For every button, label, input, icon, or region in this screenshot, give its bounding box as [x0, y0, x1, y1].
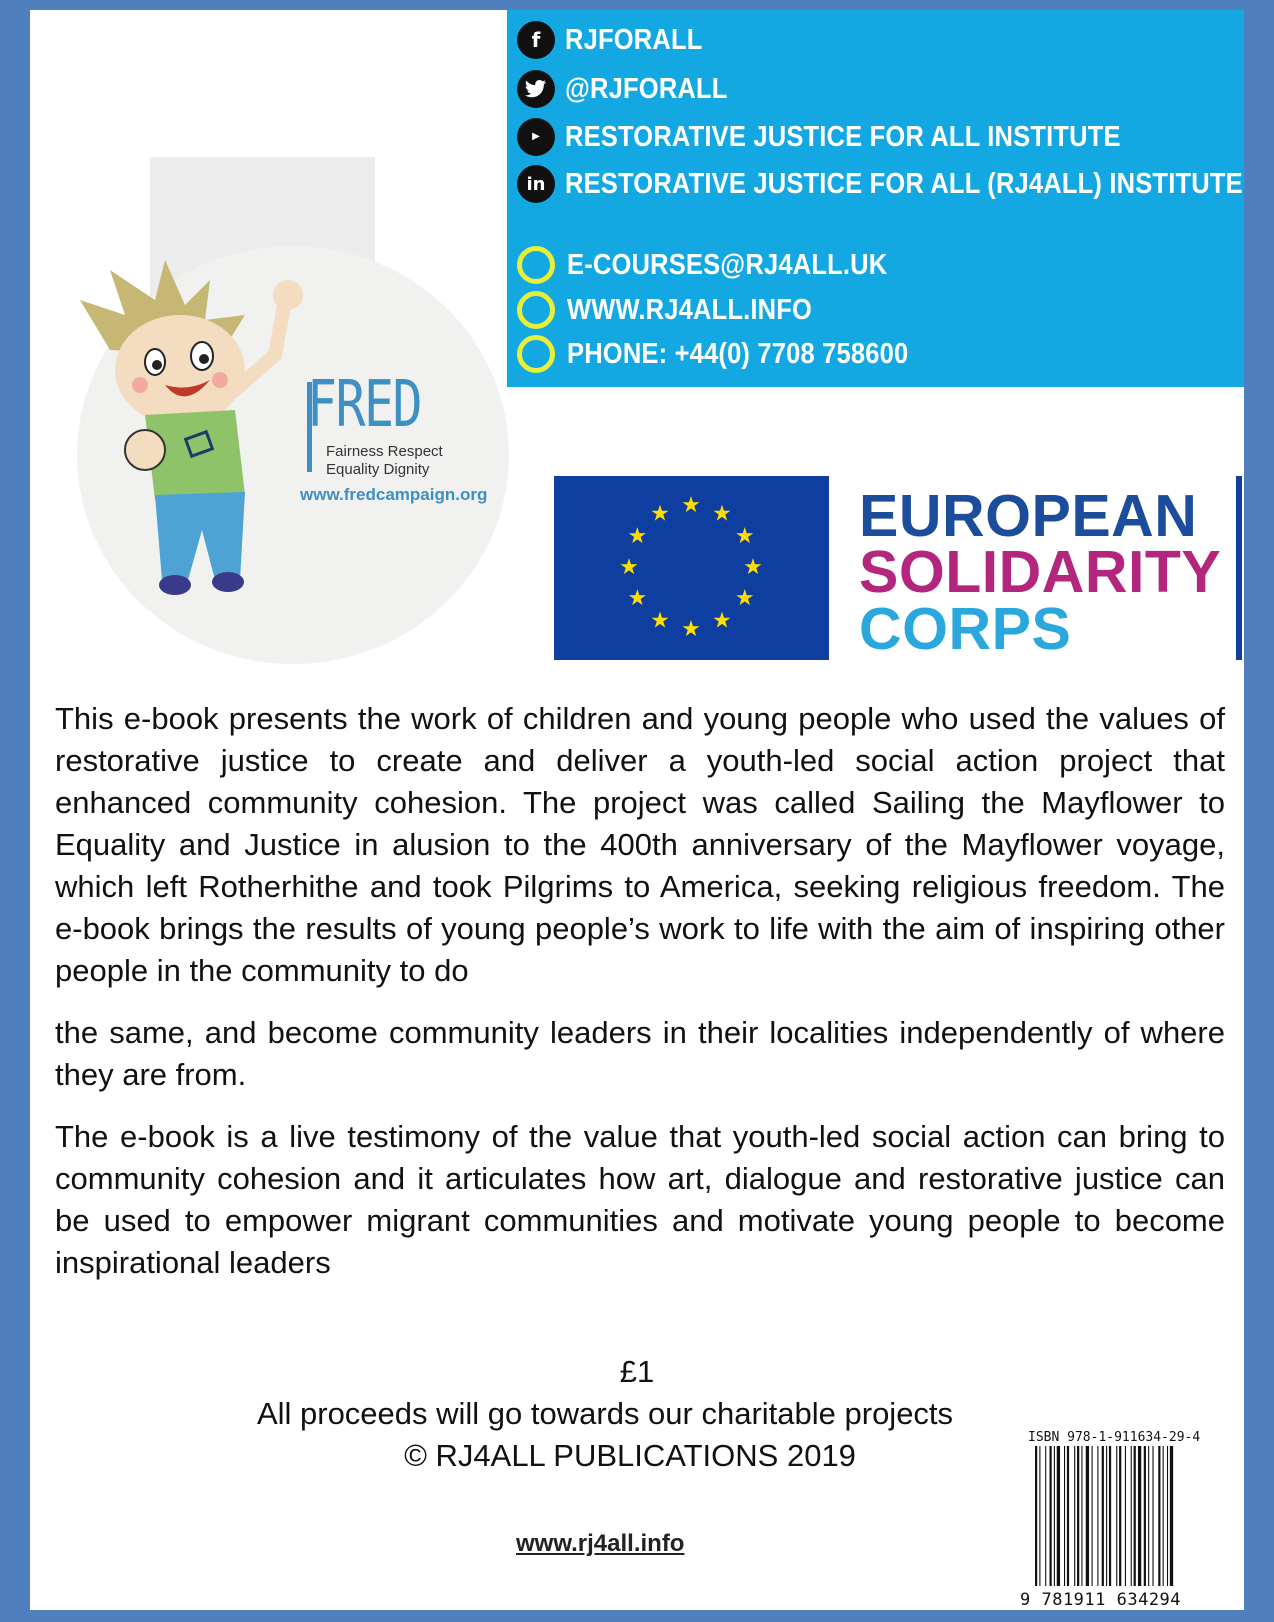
eu-star-icon: ★ [712, 607, 732, 633]
website-address: WWW.RJ4ALL.INFO [567, 293, 813, 326]
description-paragraph-2: The e-book is a live testimony of the value that youth-led social action can bring to community cohesion and it articulates how art, dialogue and restorative justice can be used to empower migrant communities and motivate young people to become inspirational leaders [55, 1119, 1225, 1280]
eu-star-icon: ★ [650, 607, 670, 633]
youtube-icon: ▶ [517, 118, 555, 156]
ring-icon [517, 291, 555, 329]
barcode-bar [1170, 1446, 1173, 1586]
proceeds-note: All proceeds will go towards our charitable projects [256, 1396, 954, 1431]
barcode-bar [1163, 1446, 1164, 1586]
contact-panel [507, 10, 1244, 387]
eu-star-icon: ★ [650, 500, 670, 526]
twitter-handle: @RJFORALL [565, 72, 728, 105]
linkedin-icon: in [517, 165, 555, 203]
twitter-row[interactable] [517, 69, 750, 109]
barcode [1035, 1446, 1215, 1594]
eu-star-icon: ★ [734, 585, 755, 610]
eu-star-icon: ★ [681, 616, 701, 641]
fred-url[interactable]: www.fredcampaign.org [300, 485, 488, 504]
eu-line-2: SOLIDARITY [859, 539, 1222, 605]
barcode-bar [1109, 1446, 1111, 1586]
facebook-row[interactable] [517, 20, 721, 60]
eu-divider [1236, 476, 1242, 660]
eu-star-icon: ★ [734, 523, 755, 548]
eu-line-1: EUROPEAN [859, 483, 1198, 549]
barcode-number: 9 781911 634294 [1020, 1590, 1182, 1610]
copyright: © RJ4ALL PUBLICATIONS 2019 [404, 1438, 856, 1473]
ring-icon [517, 246, 555, 284]
barcode-bar [1106, 1446, 1107, 1586]
fred-wordmark: FRED [307, 368, 421, 442]
barcode-bar [1054, 1446, 1055, 1586]
barcode-bar [1102, 1446, 1104, 1586]
fred-tagline-2: Equality Dignity [326, 461, 430, 478]
eu-star-icon: ★ [627, 585, 648, 610]
barcode-bar [1138, 1446, 1141, 1586]
barcode-bar [1092, 1446, 1093, 1586]
barcode-bar [1119, 1446, 1121, 1586]
barcode-bar [1067, 1446, 1069, 1586]
twitter-icon [517, 70, 555, 108]
ring-icon [517, 335, 555, 373]
barcode-bar [1148, 1446, 1149, 1586]
barcode-bar [1077, 1446, 1079, 1586]
fred-tagline-1: Fairness Respect [326, 443, 443, 460]
barcode-bar [1045, 1446, 1046, 1586]
youtube-channel: RESTORATIVE JUSTICE FOR ALL INSTITUTE [565, 120, 1121, 153]
eu-star-icon: ★ [619, 554, 639, 579]
isbn-label: ISBN 978-1-911634-29-4 [1028, 1430, 1201, 1445]
eu-star-icon: ★ [743, 554, 763, 579]
linkedin-row[interactable] [517, 164, 1274, 204]
barcode-bar [1167, 1446, 1168, 1586]
barcode-bar [1039, 1446, 1040, 1586]
barcode-bar [1152, 1446, 1153, 1586]
eu-flag [554, 476, 829, 660]
facebook-icon: f [517, 21, 555, 59]
description-paragraph-1b: the same, and become community leaders in their localities independently of where they are from. [55, 1015, 1225, 1092]
eu-star-icon: ★ [627, 523, 648, 548]
barcode-bar [1125, 1446, 1126, 1586]
price: £1 [619, 1354, 655, 1389]
eu-star-icon: ★ [681, 492, 701, 517]
phone-row[interactable] [517, 334, 955, 374]
eu-line-3: CORPS [859, 596, 1072, 662]
barcode-bar [1074, 1446, 1075, 1586]
footer-website-link[interactable]: www.rj4all.info [516, 1530, 685, 1557]
eu-star-icon: ★ [712, 500, 732, 526]
barcode-bar [1144, 1446, 1146, 1586]
barcode-bar [1158, 1446, 1160, 1586]
barcode-bar [1050, 1446, 1052, 1586]
fred-character-illustration [70, 260, 320, 620]
email-row[interactable] [517, 245, 931, 285]
barcode-bar [1081, 1446, 1082, 1586]
linkedin-page: RESTORATIVE JUSTICE FOR ALL (RJ4ALL) INSTITUTE [565, 167, 1243, 200]
youtube-row[interactable] [517, 117, 1196, 157]
description-paragraph-1: This e-book presents the work of children and young people who used the values of restorative justice to create and deliver a youth-led social action project that enhanced community cohesion. The project was called Sailing the Mayflower to Equality and Justice in alusion to the 400th anniversary of the Mayflower voyage, which left Rotherhithe and took Pilgrims to America, seeking religious freedom. The e-book brings the results of young people’s work to life with the aim of inspiring other people in the community to do [55, 701, 1225, 988]
website-row[interactable] [517, 290, 845, 330]
barcode-bar [1097, 1446, 1098, 1586]
email-address: E-COURSES@RJ4ALL.UK [567, 248, 888, 281]
barcode-bar [1134, 1446, 1136, 1586]
barcode-bar [1116, 1446, 1117, 1586]
barcode-bar [1057, 1446, 1060, 1586]
eu-stars-ring [554, 476, 829, 660]
phone-number: PHONE: +44(0) 7708 758600 [567, 337, 909, 370]
barcode-bar [1064, 1446, 1065, 1586]
barcode-bar [1086, 1446, 1089, 1586]
back-cover [30, 10, 1244, 1610]
facebook-handle: RJFORALL [565, 23, 703, 56]
barcode-bar [1131, 1446, 1132, 1586]
barcode-bar [1035, 1446, 1037, 1586]
